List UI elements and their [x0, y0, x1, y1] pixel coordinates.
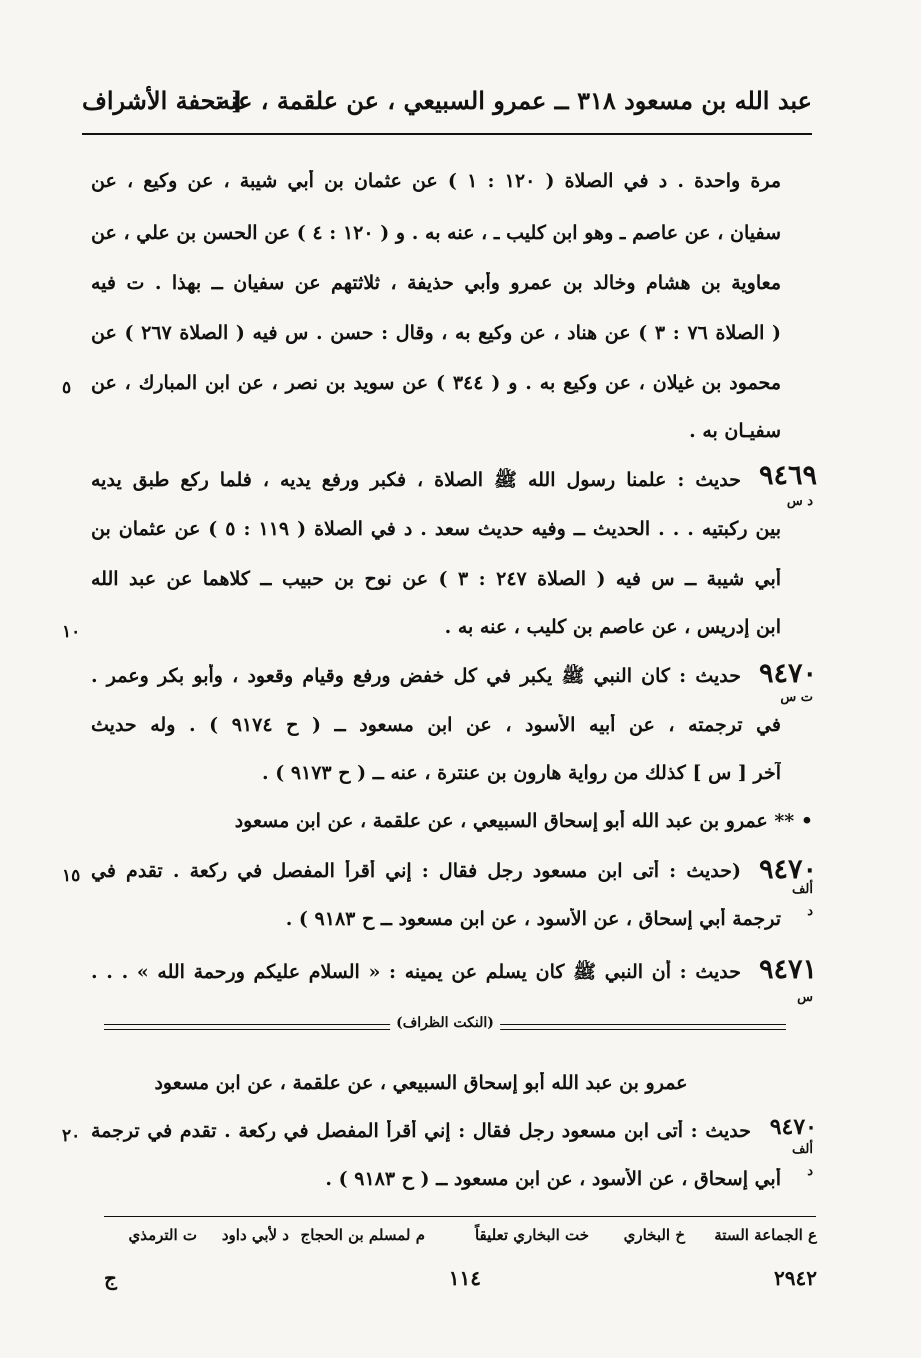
text-line: حديث : علمنا رسول الله ﷺ الصلاة ، فكبر ورفع يديه ، فلما ركع طبق يديه	[91, 469, 741, 491]
nukat-heading: عمرو بن عبد الله أبو إسحاق السبيعي ، عن علقمة ، عن ابن مسعود	[154, 1072, 688, 1094]
text-line: ترجمة أبي إسحاق ، عن الأسود ، عن ابن مسعود ــ ح ٩١٨٣ ) .	[285, 908, 781, 930]
text-line: محمود بن غيلان ، عن وكيع به . و ( ٣٤٤ ) عن سويد بن نصر ، عن ابن المبارك ، عن	[91, 372, 781, 394]
margin-line-number: ٢٠	[62, 1126, 81, 1146]
hadith-number: ٩٤٧٠	[758, 854, 817, 885]
source-siglum: د س	[786, 494, 813, 509]
text-line: سفيـان به .	[689, 420, 781, 442]
header-book-title: [ تحفة الأشراف	[82, 86, 243, 115]
text-line: ( الصلاة ٧٦ : ٣ ) عن هناد ، عن وكيع به ، وقال : حسن . س فيه ( الصلاة ٢٦٧ ) عن	[91, 322, 781, 344]
abbreviation-item: ع الجماعة الستة	[714, 1226, 817, 1244]
abbreviation-key	[105, 1226, 817, 1252]
text-line: حديث : أتى ابن مسعود رجل فقال : إني أقرأ المفصل في ركعة . تقدم في ترجمة	[91, 1120, 751, 1142]
source-siglum: س	[797, 990, 813, 1005]
source-siglum: د	[807, 904, 813, 919]
nukat-separator	[104, 1015, 786, 1036]
source-siglum: ألف	[791, 1142, 813, 1157]
page-number: ١١٤	[448, 1266, 481, 1290]
text-line: حديث : أن النبي ﷺ كان يسلم عن يمينه : « السلام عليكم ورحمة الله » . . .	[91, 961, 741, 983]
abbreviation-item: م لمسلم بن الحجاج	[300, 1226, 425, 1244]
running-header	[82, 86, 812, 126]
text-line: ابن إدريس ، عن عاصم بن كليب ، عنه به .	[444, 616, 781, 638]
hadith-number: ٩٤٧١	[758, 954, 817, 985]
text-line: (حديث : أتى ابن مسعود رجل فقال : إني أقرأ المفصل في ركعة . تقدم في	[91, 860, 741, 882]
footer-rule	[104, 1216, 816, 1217]
source-siglum: د	[807, 1164, 813, 1179]
source-siglum: ألف	[791, 882, 813, 897]
text-line: في ترجمته ، عن أبيه الأسود ، عن ابن مسعود ــ ( ح ٩١٧٤ ) . وله حديث	[91, 714, 781, 736]
text-line: سفيان ، عن عاصم ـ وهو ابن كليب ـ ، عنه به . و ( ١٢٠ : ٤ ) عن الحسن بن علي ، عن	[91, 222, 781, 244]
text-line: أبي شيبة ــ س فيه ( الصلاة ٢٤٧ : ٣ ) عن نوح بن حبيب ــ كلاهما عن عبد الله	[91, 568, 781, 590]
hadith-number: ٩٤٦٩	[758, 460, 817, 491]
margin-line-number: ١٥	[62, 866, 81, 886]
text-line: أبي إسحاق ، عن الأسود ، عن ابن مسعود ــ ( ح ٩١٨٣ ) .	[325, 1168, 781, 1190]
abbreviation-item: د لأبي داود	[221, 1226, 289, 1244]
separator-label: (النكت الظراف)	[390, 1015, 500, 1031]
text-line: معاوية بن هشام وخالد بن عمرو وأبي حذيفة ، ثلاثتهم عن سفيان ــ بهذا . ت فيه	[91, 272, 781, 294]
abbreviation-item: خ البخاري	[623, 1226, 685, 1244]
source-siglum: ت س	[780, 690, 813, 705]
volume-page-number: ٢٩٤٢	[774, 1266, 817, 1290]
abbreviation-item: ت الترمذي	[128, 1226, 197, 1244]
text-line: حديث : كان النبي ﷺ يكبر في كل خفض ورفع وقيام وقعود ، وأبو بكر وعمر .	[91, 665, 741, 687]
signature-mark: ج	[104, 1266, 117, 1290]
text-line: مرة واحدة . د في الصلاة ( ١٢٠ : ١ ) عن عثمان بن أبي شيبة ، عن وكيع ، عن	[91, 170, 781, 192]
abbreviation-item: خت البخاري تعليقاً	[474, 1226, 589, 1244]
header-rule	[82, 133, 812, 135]
text-line: آخر [ س ] كذلك من رواية هارون بن عنترة ، عنه ــ ( ح ٩١٧٣ ) .	[261, 762, 781, 784]
header-title: عبد الله بن مسعود ٣١٨ ــ عمرو السبيعي ، عن علقمة ، عنه	[218, 86, 812, 115]
hadith-number: ٩٤٧٠	[769, 1114, 817, 1140]
text-line: بين ركبتيه . . . الحديث ــ وفيه حديث سعد . د في الصلاة ( ١١٩ : ٥ ) عن عثمان بن	[91, 518, 781, 540]
section-heading: • ** عمرو بن عبد الله أبو إسحاق السبيعي ، عن علقمة ، عن ابن مسعود	[234, 810, 813, 832]
margin-line-number: ١٠	[62, 622, 81, 642]
margin-line-number: ٥	[62, 378, 72, 398]
hadith-number: ٩٤٧٠	[758, 658, 817, 689]
